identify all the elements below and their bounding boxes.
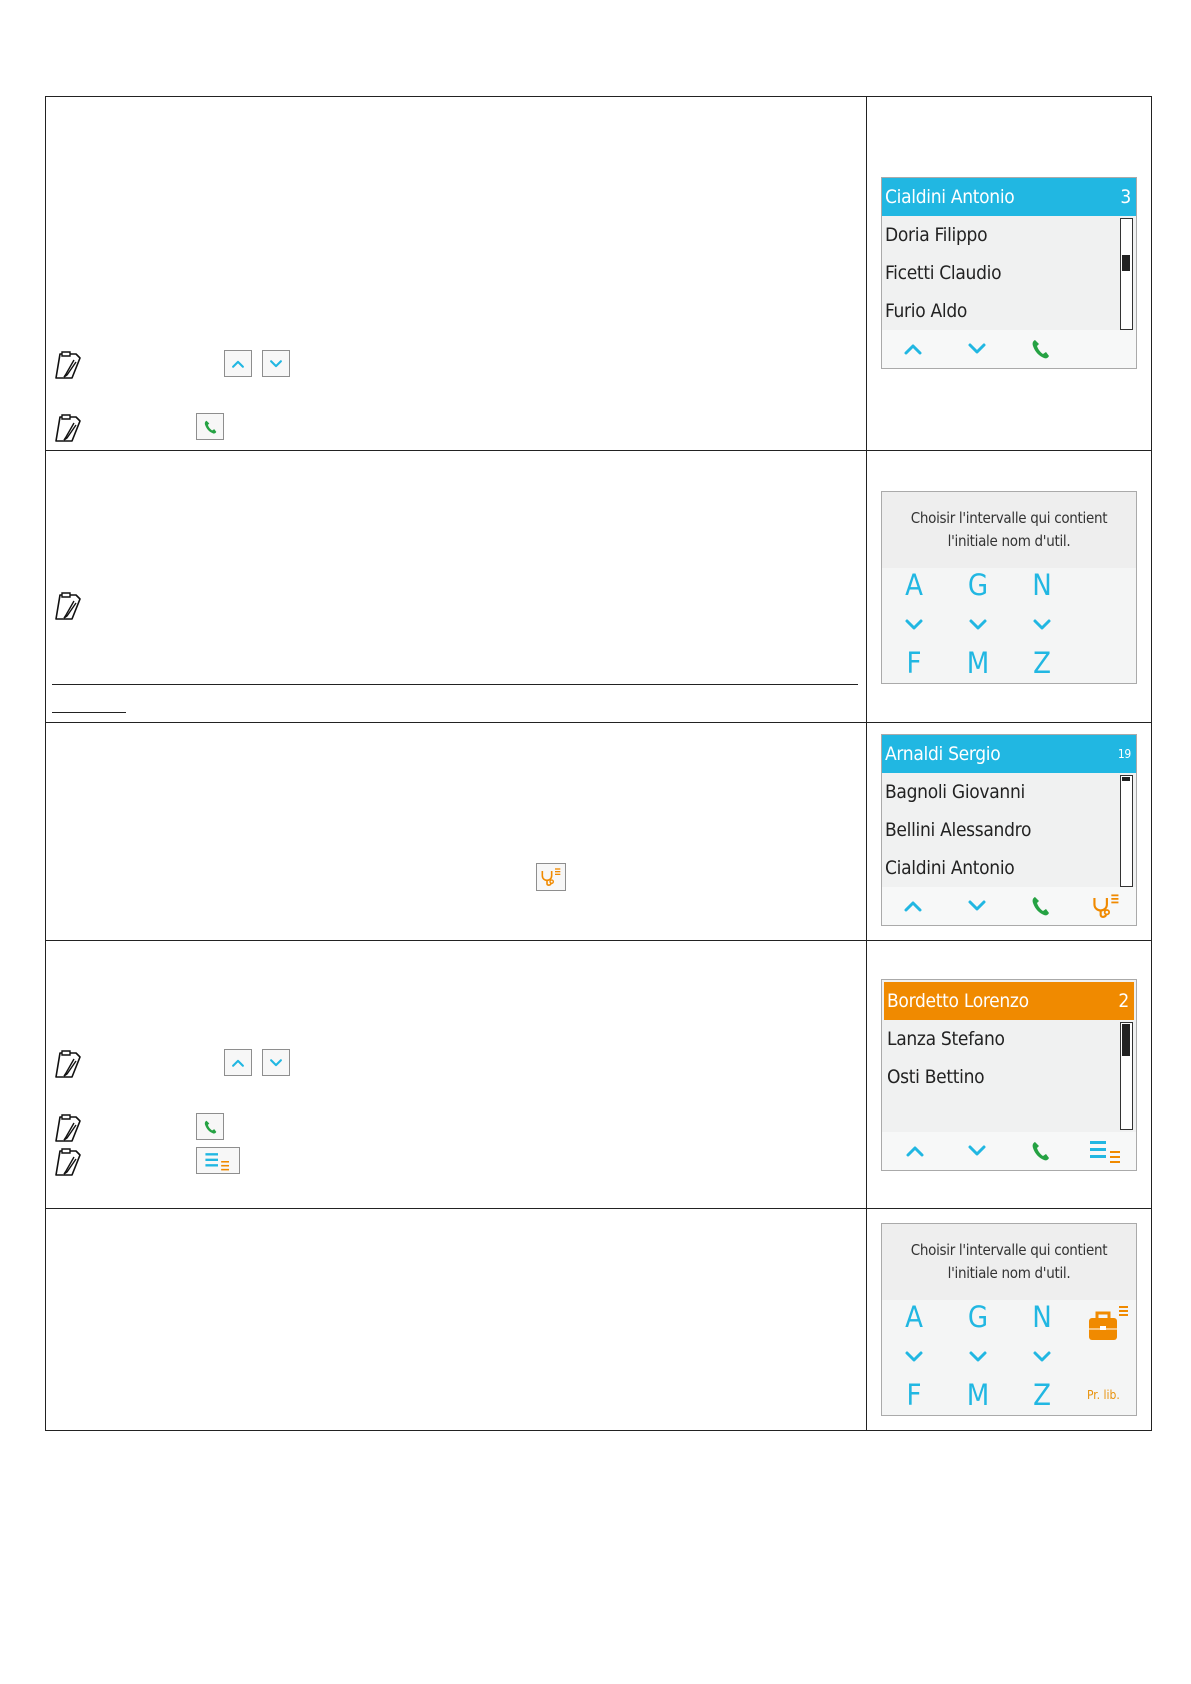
screen-cell bbox=[867, 723, 1152, 941]
list-icon[interactable] bbox=[1086, 1138, 1126, 1164]
scroll-thumb[interactable] bbox=[1122, 255, 1130, 271]
separator-line bbox=[52, 712, 126, 713]
contact-count: 3 bbox=[1120, 186, 1131, 208]
softkey-bar bbox=[882, 887, 1136, 925]
separator-line bbox=[52, 684, 858, 685]
table-row bbox=[46, 451, 1152, 723]
range-start-letter[interactable]: N bbox=[1032, 568, 1052, 602]
phone-key-icon bbox=[196, 1113, 224, 1140]
range-start-letter[interactable]: A bbox=[905, 1300, 923, 1334]
range-picker bbox=[882, 1300, 1136, 1415]
list-header bbox=[882, 178, 1136, 216]
prompt-line: Choisir l'intervalle qui contient bbox=[910, 509, 1108, 527]
list-item[interactable]: Furio Aldo bbox=[885, 300, 968, 322]
scrollbar[interactable] bbox=[1120, 775, 1133, 887]
table-row bbox=[46, 941, 1152, 1209]
range-start-letter[interactable]: G bbox=[967, 568, 989, 602]
phone-icon[interactable] bbox=[1025, 893, 1055, 919]
table-row bbox=[46, 723, 1152, 941]
contact-list bbox=[882, 216, 1136, 330]
list-header bbox=[884, 982, 1134, 1020]
table-row bbox=[46, 97, 1152, 451]
chevron-down-icon bbox=[1022, 1350, 1062, 1364]
stethoscope-key-icon bbox=[536, 863, 566, 891]
text-cell bbox=[46, 97, 867, 451]
scrollbar[interactable] bbox=[1120, 218, 1133, 330]
softkey-bar bbox=[882, 330, 1136, 368]
selected-contact: Bordetto Lorenzo bbox=[887, 990, 1029, 1012]
up-key-icon bbox=[224, 1049, 252, 1076]
private-directory-label[interactable]: Pr. lib. bbox=[1087, 1388, 1120, 1402]
text-cell bbox=[46, 451, 867, 723]
range-end-letter[interactable]: F bbox=[906, 1378, 922, 1412]
note-icon bbox=[52, 591, 84, 621]
text-cell bbox=[46, 941, 867, 1209]
list-item[interactable]: Lanza Stefano bbox=[887, 1028, 1005, 1050]
instruction-table bbox=[45, 96, 1152, 1431]
stethoscope-list-icon[interactable] bbox=[1088, 890, 1124, 922]
range-end-letter[interactable]: Z bbox=[1033, 1378, 1051, 1412]
note-icon bbox=[52, 1147, 84, 1177]
text-cell bbox=[46, 723, 867, 941]
phone-key-icon bbox=[196, 413, 224, 440]
note-icon bbox=[52, 413, 84, 443]
contact-count: 2 bbox=[1118, 990, 1129, 1012]
selected-contact: Arnaldi Sergio bbox=[885, 743, 1001, 765]
screen-cell bbox=[867, 97, 1152, 451]
phone-screen bbox=[881, 1223, 1137, 1416]
list-header bbox=[882, 735, 1136, 773]
list-item[interactable]: Ficetti Claudio bbox=[885, 262, 1002, 284]
list-item[interactable]: Bellini Alessandro bbox=[885, 819, 1032, 841]
range-start-letter[interactable]: N bbox=[1032, 1300, 1052, 1334]
text-cell bbox=[46, 1209, 867, 1431]
list-item[interactable]: Cialdini Antonio bbox=[885, 857, 1015, 879]
down-key-icon bbox=[262, 350, 290, 377]
chevron-down-icon bbox=[894, 618, 934, 632]
note-icon bbox=[52, 350, 84, 380]
prompt-line: Choisir l'intervalle qui contient bbox=[910, 1241, 1108, 1259]
list-item[interactable]: Doria Filippo bbox=[885, 224, 988, 246]
softkey-bar bbox=[882, 1132, 1136, 1170]
range-start-letter[interactable]: G bbox=[967, 1300, 989, 1334]
range-start-letter[interactable]: A bbox=[905, 568, 923, 602]
screen-cell bbox=[867, 941, 1152, 1209]
phone-screen bbox=[881, 979, 1137, 1171]
range-end-letter[interactable]: F bbox=[906, 646, 922, 680]
contact-list bbox=[882, 773, 1136, 887]
phone-screen bbox=[881, 177, 1137, 369]
chevron-down-icon bbox=[894, 1350, 934, 1364]
briefcase-icon[interactable] bbox=[1085, 1304, 1129, 1344]
contact-count: 19 bbox=[1117, 747, 1131, 761]
list-item[interactable]: Bagnoli Giovanni bbox=[885, 781, 1025, 803]
scroll-thumb[interactable] bbox=[1122, 1024, 1130, 1056]
prompt-text bbox=[882, 1224, 1136, 1300]
up-icon[interactable] bbox=[898, 336, 928, 362]
down-icon[interactable] bbox=[962, 893, 992, 919]
prompt-text bbox=[882, 492, 1136, 568]
phone-screen bbox=[881, 491, 1137, 684]
up-icon[interactable] bbox=[900, 1138, 930, 1164]
prompt-line: l'initiale nom d'util. bbox=[947, 532, 1071, 550]
chevron-down-icon bbox=[958, 1350, 998, 1364]
note-icon bbox=[52, 1113, 84, 1143]
range-end-letter[interactable]: M bbox=[966, 646, 990, 680]
up-icon[interactable] bbox=[898, 893, 928, 919]
phone-icon[interactable] bbox=[1025, 1138, 1055, 1164]
chevron-down-icon bbox=[958, 618, 998, 632]
down-icon[interactable] bbox=[962, 336, 992, 362]
selected-contact: Cialdini Antonio bbox=[885, 186, 1015, 208]
contact-list bbox=[882, 1020, 1136, 1132]
down-icon[interactable] bbox=[962, 1138, 992, 1164]
down-key-icon bbox=[262, 1049, 290, 1076]
list-item[interactable]: Osti Bettino bbox=[887, 1066, 985, 1088]
screen-cell bbox=[867, 451, 1152, 723]
range-picker bbox=[882, 568, 1136, 683]
chevron-down-icon bbox=[1022, 618, 1062, 632]
list-key-icon bbox=[196, 1147, 240, 1174]
note-icon bbox=[52, 1049, 84, 1079]
scroll-thumb[interactable] bbox=[1122, 777, 1130, 781]
phone-screen bbox=[881, 734, 1137, 926]
range-end-letter[interactable]: M bbox=[966, 1378, 990, 1412]
range-end-letter[interactable]: Z bbox=[1033, 646, 1051, 680]
phone-icon[interactable] bbox=[1025, 336, 1055, 362]
prompt-line: l'initiale nom d'util. bbox=[947, 1264, 1071, 1282]
table-row bbox=[46, 1209, 1152, 1431]
scrollbar[interactable] bbox=[1120, 1022, 1133, 1130]
screen-cell bbox=[867, 1209, 1152, 1431]
up-key-icon bbox=[224, 350, 252, 377]
